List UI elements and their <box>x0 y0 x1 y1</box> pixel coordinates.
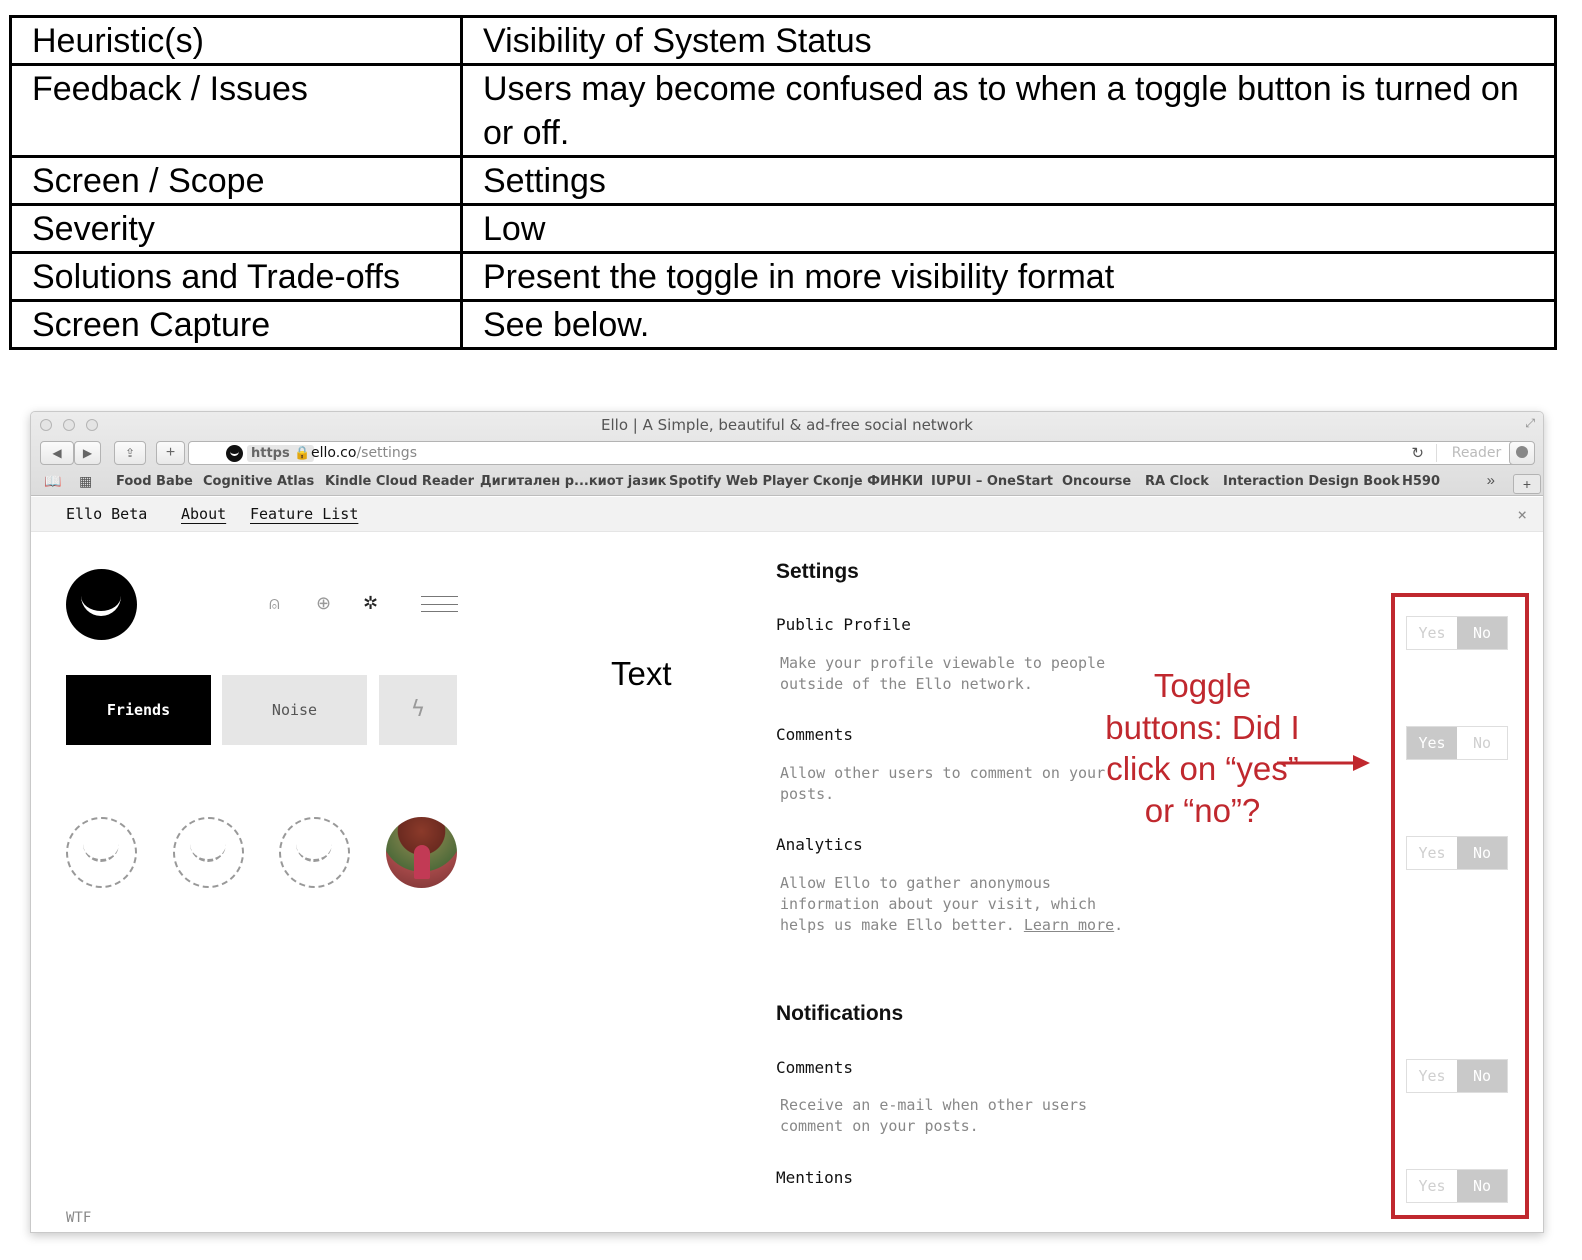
address-bar[interactable] <box>188 441 1521 465</box>
row-label: Solutions and Trade-offs <box>11 253 462 301</box>
bookmark-item[interactable]: H590 <box>1402 474 1441 489</box>
toggle-no[interactable]: No <box>1472 734 1492 752</box>
notif-comments-description: Receive an e-mail when other users comment on your posts. <box>780 1096 1088 1135</box>
toggle-yes[interactable]: Yes <box>1418 844 1446 862</box>
comments-description: Allow other users to comment on your posts. <box>780 764 1106 803</box>
bookmark-item[interactable]: Food Babe <box>116 474 193 489</box>
https-badge: https 🔒 <box>247 445 314 462</box>
row-label: Feedback / Issues <box>11 65 462 157</box>
add-tab-icon[interactable]: + <box>1513 474 1541 494</box>
back-button[interactable]: ◀ <box>40 441 74 465</box>
add-post-icon[interactable]: ⊕ <box>316 593 332 613</box>
table-row <box>11 301 1556 349</box>
noise-button[interactable]: Noise <box>222 675 367 745</box>
avatar-placeholder[interactable] <box>173 817 244 888</box>
row-value: See below. <box>462 301 1556 349</box>
close-icon[interactable]: × <box>1517 505 1527 524</box>
browser-window <box>30 411 1544 1233</box>
toggle-yes[interactable]: Yes <box>1418 1177 1446 1195</box>
row-value: Low <box>462 205 1556 253</box>
friends-button[interactable]: Friends <box>66 675 211 745</box>
bookmark-item[interactable]: Spotify Web Player <box>669 474 809 489</box>
row-value: Visibility of System Status <box>462 17 1556 65</box>
row-label: Screen Capture <box>11 301 462 349</box>
bookmark-item[interactable]: Interaction Design Book <box>1223 474 1400 489</box>
lightning-icon[interactable]: ϟ <box>379 675 457 745</box>
analytics-label: Analytics <box>776 835 863 854</box>
avatar-placeholder[interactable] <box>279 817 350 888</box>
row-label: Heuristic(s) <box>11 17 462 65</box>
bookmark-item[interactable]: Скопје ФИНКИ <box>813 474 924 489</box>
bookmark-item[interactable]: IUPUI – OneStart <box>931 474 1053 489</box>
feature-list-link[interactable]: Feature List <box>250 505 359 523</box>
downloads-icon[interactable] <box>1509 441 1535 465</box>
toggle-no[interactable]: No <box>1457 1060 1507 1092</box>
toggle-yes[interactable]: Yes <box>1407 727 1457 759</box>
bookmark-item[interactable]: RA Clock <box>1145 474 1209 489</box>
fullscreen-icon[interactable]: ⤢ <box>1525 416 1535 430</box>
toggle-no[interactable]: No <box>1457 837 1507 869</box>
toggle-no[interactable]: No <box>1457 617 1507 649</box>
notif-comments-label: Comments <box>776 1058 854 1077</box>
avatar-placeholder[interactable] <box>66 817 137 888</box>
toggle-yes[interactable]: Yes <box>1418 1067 1446 1085</box>
row-label: Severity <box>11 205 462 253</box>
ello-logo[interactable] <box>66 569 137 640</box>
heuristic-table <box>9 15 1557 350</box>
about-link[interactable]: About <box>181 505 227 523</box>
menu-icon[interactable] <box>421 596 458 612</box>
share-icon[interactable]: ⇪ <box>114 441 146 465</box>
table-row <box>11 253 1556 301</box>
row-label: Screen / Scope <box>11 157 462 205</box>
bookmark-item[interactable]: Дигитален р...киот јазик <box>480 474 667 489</box>
bookmarks-bar <box>31 472 1543 494</box>
ello-beta-label: Ello Beta <box>66 505 148 523</box>
mentions-label: Mentions <box>776 1168 854 1187</box>
more-bookmarks-icon[interactable]: » <box>1486 472 1495 489</box>
public-profile-label: Public Profile <box>776 615 911 634</box>
forward-button[interactable]: ▶ <box>74 441 101 465</box>
settings-heading: Settings <box>776 560 859 583</box>
site-favicon-icon <box>226 445 243 462</box>
wtf-link[interactable]: WTF <box>66 1210 92 1226</box>
browser-chrome <box>31 412 1543 496</box>
table-row <box>11 157 1556 205</box>
comments-label: Comments <box>776 725 854 744</box>
row-value: Present the toggle in more visibility format <box>462 253 1556 301</box>
callout-text: Toggle buttons: Did I click on “yes” or “no”? <box>1105 667 1300 829</box>
notifications-heading: Notifications <box>776 1002 904 1025</box>
bookmarks-book-icon[interactable]: 📖 <box>44 473 62 489</box>
url-text: ello.co/settings <box>311 445 417 461</box>
bookmark-item[interactable]: Kindle Cloud Reader <box>325 474 475 489</box>
avatar[interactable] <box>386 817 457 888</box>
new-tab-button[interactable]: + <box>156 441 185 465</box>
toggle-no[interactable]: No <box>1457 1170 1507 1202</box>
bookmark-item[interactable]: Cognitive Atlas <box>203 474 315 489</box>
gear-icon[interactable]: ✲ <box>363 593 379 613</box>
public-profile-description: Make your profile viewable to people outside of the Ello network. <box>780 654 1106 693</box>
reload-icon[interactable]: ↻ <box>1411 445 1424 462</box>
table-row <box>11 17 1556 65</box>
bookmark-item[interactable]: Oncourse <box>1062 474 1132 489</box>
analytics-description: Allow Ello to gather anonymous information about your visit, which helps us make Ello better. Learn more. <box>780 874 1124 934</box>
learn-more-link[interactable]: Learn more <box>1023 916 1115 934</box>
toggle-yes[interactable]: Yes <box>1418 624 1446 642</box>
window-title: Ello | A Simple, beautiful & ad-free social network <box>601 416 973 434</box>
row-value: Users may become confused as to when a toggle button is turned on or off. <box>462 65 1556 157</box>
table-row <box>11 205 1556 253</box>
ello-topbar <box>31 497 1543 532</box>
reader-button[interactable]: Reader <box>1436 444 1516 462</box>
table-row <box>11 65 1556 157</box>
top-sites-grid-icon[interactable]: ▦ <box>79 473 93 489</box>
invite-user-icon[interactable]: ⍝ <box>269 593 280 613</box>
row-value: Settings <box>462 157 1556 205</box>
callout-highlight-box <box>1391 593 1529 1219</box>
callout-arrow-icon <box>1277 752 1372 774</box>
overlay-text: Text <box>611 655 672 692</box>
